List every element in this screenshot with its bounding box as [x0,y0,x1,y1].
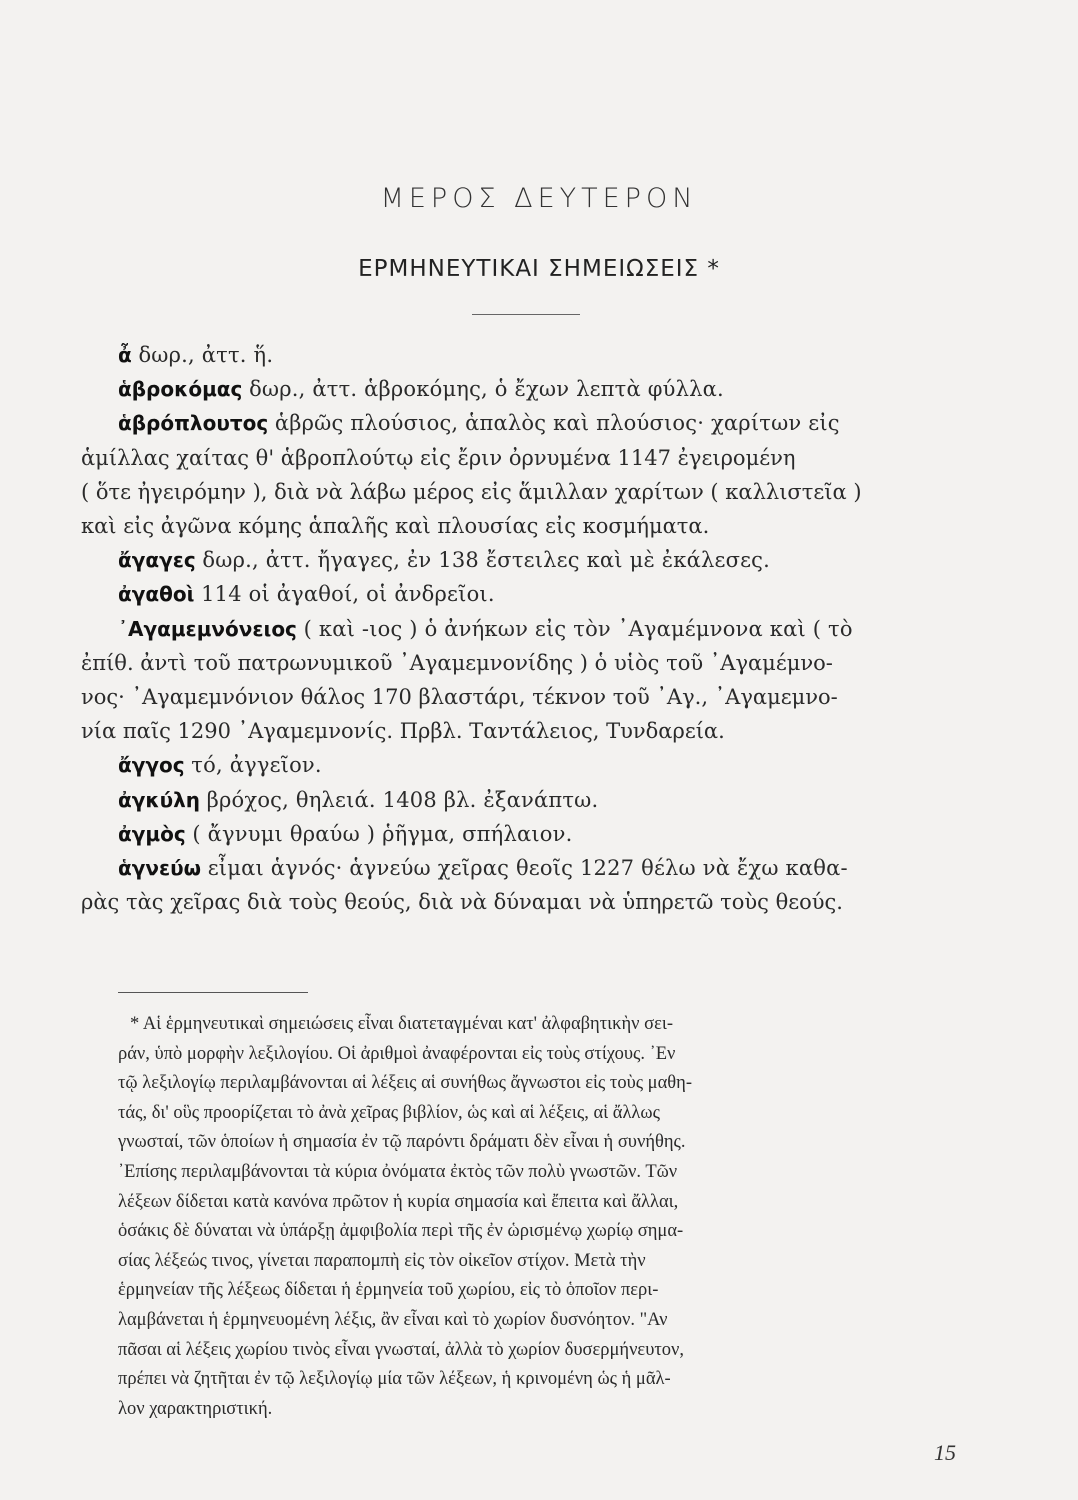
entry-text: ( ἄγνυμι θραύω ) ῥῆγμα, σπήλαιον. [192,821,573,846]
title-divider [472,314,580,315]
footnote-line: πρέπει νὰ ζητῆται ἐν τῷ λεξιλογίῳ μία τῶν λέξεων, ἡ κρινομένη ὡς ἡ μᾶλ- [118,1369,671,1390]
entry-text: ἐπίθ. ἀντὶ τοῦ πατρωνυμικοῦ ᾿Αγαμεμνονίδης ) ὁ υἱὸς τοῦ ᾿Αγαμέμνο- [81,650,833,675]
footnote [118,1010,953,1424]
footnote-line: τῷ λεξιλογίῳ περιλαμβάνονται αἱ λέξεις αἱ συνήθως ἄγνωστοι εἰς τοὺς μαθη- [118,1073,692,1094]
entry-text: καὶ εἰς ἀγῶνα κόμης ἁπαλῆς καὶ πλουσίας εἰς κοσμήματα. [81,514,710,539]
headword: ἀγκύλη [118,787,200,812]
footnote-line: ὁσάκις δὲ δύναται νὰ ὑπάρξῃ ἀμφιβολία περὶ τῆς ἐν ὡρισμένῳ χωρίῳ σημα- [118,1221,684,1242]
entry-text: 114 οἱ ἀγαθοί, οἱ ἀνδρεῖοι. [201,582,495,607]
entry-text: βρόχος, θηλειά. 1408 βλ. ἐξανάπτω. [206,787,599,812]
glossary-entry [81,851,958,919]
entry-text: δωρ., ἀττ. ἁβροκόμης, ὁ ἔχων λεπτὰ φύλλα. [249,377,724,402]
headword: ᾿Αγαμεμνόνειος [118,616,297,641]
entry-text: ρὰς τὰς χεῖρας διὰ τοὺς θεούς, διὰ νὰ δύναμαι νὰ ὑπηρετῶ τοὺς θεούς. [81,890,843,915]
footnote-line: πᾶσαι αἱ λέξεις χωρίου τινὸς εἶναι γνωσταί, ἀλλὰ τὸ χωρίον δυσερμήνευτον, [118,1339,685,1360]
footnote-line: * Αἱ ἑρμηνευτικαὶ σημειώσεις εἶναι διατεταγμέναι κατ' ἀλφαβητικὴν σει- [130,1014,674,1034]
footnote-line: σίας λέξεώς τινος, γίνεται παραπομπὴ εἰς τὸν οἰκεῖον στίχον. Μετὰ τὴν [118,1250,646,1271]
entry-text: τό, ἀγγεῖον. [191,753,322,778]
glossary-entry [118,748,958,782]
entry-text: νος· ᾿Αγαμεμνόνιον θάλος 170 βλαστάρι, τέκνον τοῦ ᾿Αγ., ᾿Αγαμεμνο- [81,685,838,710]
headword: ἀγαθοὶ [118,582,195,607]
entry-text: νία παῖς 1290 ᾿Αγαμεμνονίς. Πρβλ. Ταντάλειος, Τυνδαρεία. [81,719,725,744]
entry-text: ( ὅτε ἠγειρόμην ), διὰ νὰ λάβω μέρος εἰς ἅμιλλαν χαρίτων ( καλλιστεῖα ) [81,479,862,504]
page-number: 15 [934,1440,956,1465]
headword: ἄγγος [118,753,185,778]
headword: ἄγαγες [118,548,196,573]
entry-text: δωρ., ἀττ. ἥ. [138,343,274,367]
headword: ἁβροκόμας [118,377,243,402]
glossary-entry [81,612,958,749]
part-title: ΜΕΡΟΣ ΔΕΥΤΕΡΟΝ [380,183,698,214]
glossary-entry [118,338,958,372]
footnote-divider [118,992,308,993]
entry-text: ( καὶ -ιος ) ὁ ἀνήκων εἰς τὸν ᾿Αγαμέμνονα καὶ ( τὸ [303,616,853,641]
entry-text: δωρ., ἀττ. ἤγαγες, ἐν 138 ἔστειλες καὶ μὲ ἐκάλεσες. [202,548,771,573]
entry-text: ἁβρῶς πλούσιος, ἁπαλὸς καὶ πλούσιος· χαρίτων εἰς [274,411,840,436]
glossary-entry [81,406,958,543]
footnote-line: λέξεων δίδεται κατὰ κανόνα πρῶτον ἡ κυρία σημασία καὶ ἔπειτα καὶ ἄλλαι, [118,1191,679,1212]
footnote-line: ράν, ὑπὸ μορφὴν λεξιλογίου. Οἱ ἀριθμοὶ ἀναφέρονται εἰς τοὺς στίχους. ᾿Εν [118,1043,676,1064]
glossary-entry [118,817,958,851]
footnote-line: ἑρμηνείαν τῆς λέξεως δίδεται ἡ ἑρμηνεία τοῦ χωρίου, εἰς τὸ ὁποῖον περι- [118,1280,659,1301]
footnote-line: γνωσταί, τῶν ὁποίων ἡ σημασία ἐν τῷ παρόντι δράματι δὲν εἶναι ἡ συνήθης. [118,1132,686,1153]
footnote-line: λον χαρακτηριστική. [118,1398,273,1419]
glossary-entry [118,783,958,817]
headword: ἁγνεύω [118,856,202,881]
entry-text: εἶμαι ἁγνός· ἁγνεύω χεῖρας θεοῖς 1227 θέλω νὰ ἔχω καθα- [207,856,848,881]
entry-text: ἁμίλλας χαίτας θ' ἁβροπλούτῳ εἰς ἔριν ὀρνυμένα 1147 ἐγειρομένη [81,445,796,470]
headword: ἆ [118,343,132,367]
glossary-entry [118,543,958,577]
footnote-line: τάς, δι' οὓς προορίζεται τὸ ἀνὰ χεῖρας βιβλίον, ὡς καὶ αἱ λέξεις, αἱ ἄλλως [118,1102,660,1123]
glossary-entry [118,577,958,611]
glossary-entries [81,338,958,919]
footnote-line: ᾿Επίσης περιλαμβάνονται τὰ κύρια ὀνόματα ἐκτὸς τῶν πολὺ γνωστῶν. Τῶν [118,1161,678,1182]
footnote-line: λαμβάνεται ἡ ἑρμηνευομένη λέξις, ἂν εἶναι καὶ τὸ χωρίον δυσνόητον. "Αν [118,1309,668,1330]
headword: ἁβρόπλουτος [118,411,269,436]
headword: ἀγμὸς [118,821,186,846]
section-title: ΕΡΜΗΝΕΥΤΙΚΑΙ ΣΗΜΕΙΩΣΕΙΣ * [358,256,720,282]
glossary-entry [118,372,958,406]
